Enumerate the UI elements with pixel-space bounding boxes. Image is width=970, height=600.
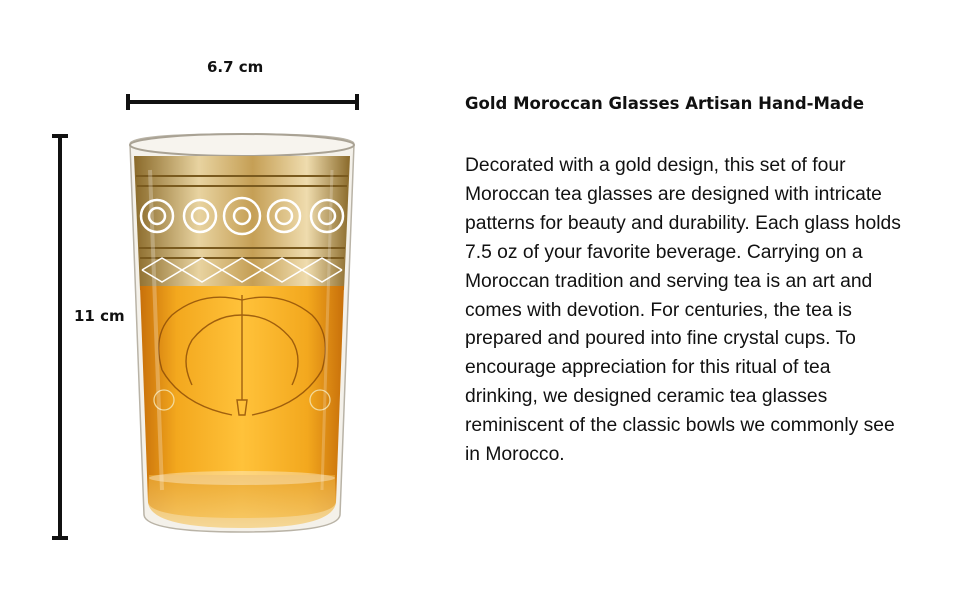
height-dimension-bottom-cap bbox=[52, 536, 68, 540]
height-dimension-line bbox=[58, 136, 62, 538]
width-dimension-right-cap bbox=[355, 94, 359, 110]
height-dimension-top-cap bbox=[52, 134, 68, 138]
height-label: 11 cm bbox=[74, 307, 125, 325]
product-title: Gold Moroccan Glasses Artisan Hand-Made bbox=[465, 94, 865, 113]
moroccan-tea-glass-image bbox=[122, 130, 362, 540]
product-description: Decorated with a gold design, this set of four Moroccan tea glasses are designed with intricate patterns for beauty and durability. Each glass holds 7.5 oz of your favorite beverage. Carrying on a Moroccan tradition and serving tea is an art and comes with devotion. For centuries, the tea is prepared and poured into fine crystal cups. To encourage appreciation for this ritual of tea drinking, we designed ceramic tea glasses reminiscent of the classic bowls we commonly see in Morocco. bbox=[465, 155, 901, 466]
width-dimension-line bbox=[127, 100, 358, 104]
width-label: 6.7 cm bbox=[207, 58, 264, 76]
width-dimension-left-cap bbox=[126, 94, 130, 110]
